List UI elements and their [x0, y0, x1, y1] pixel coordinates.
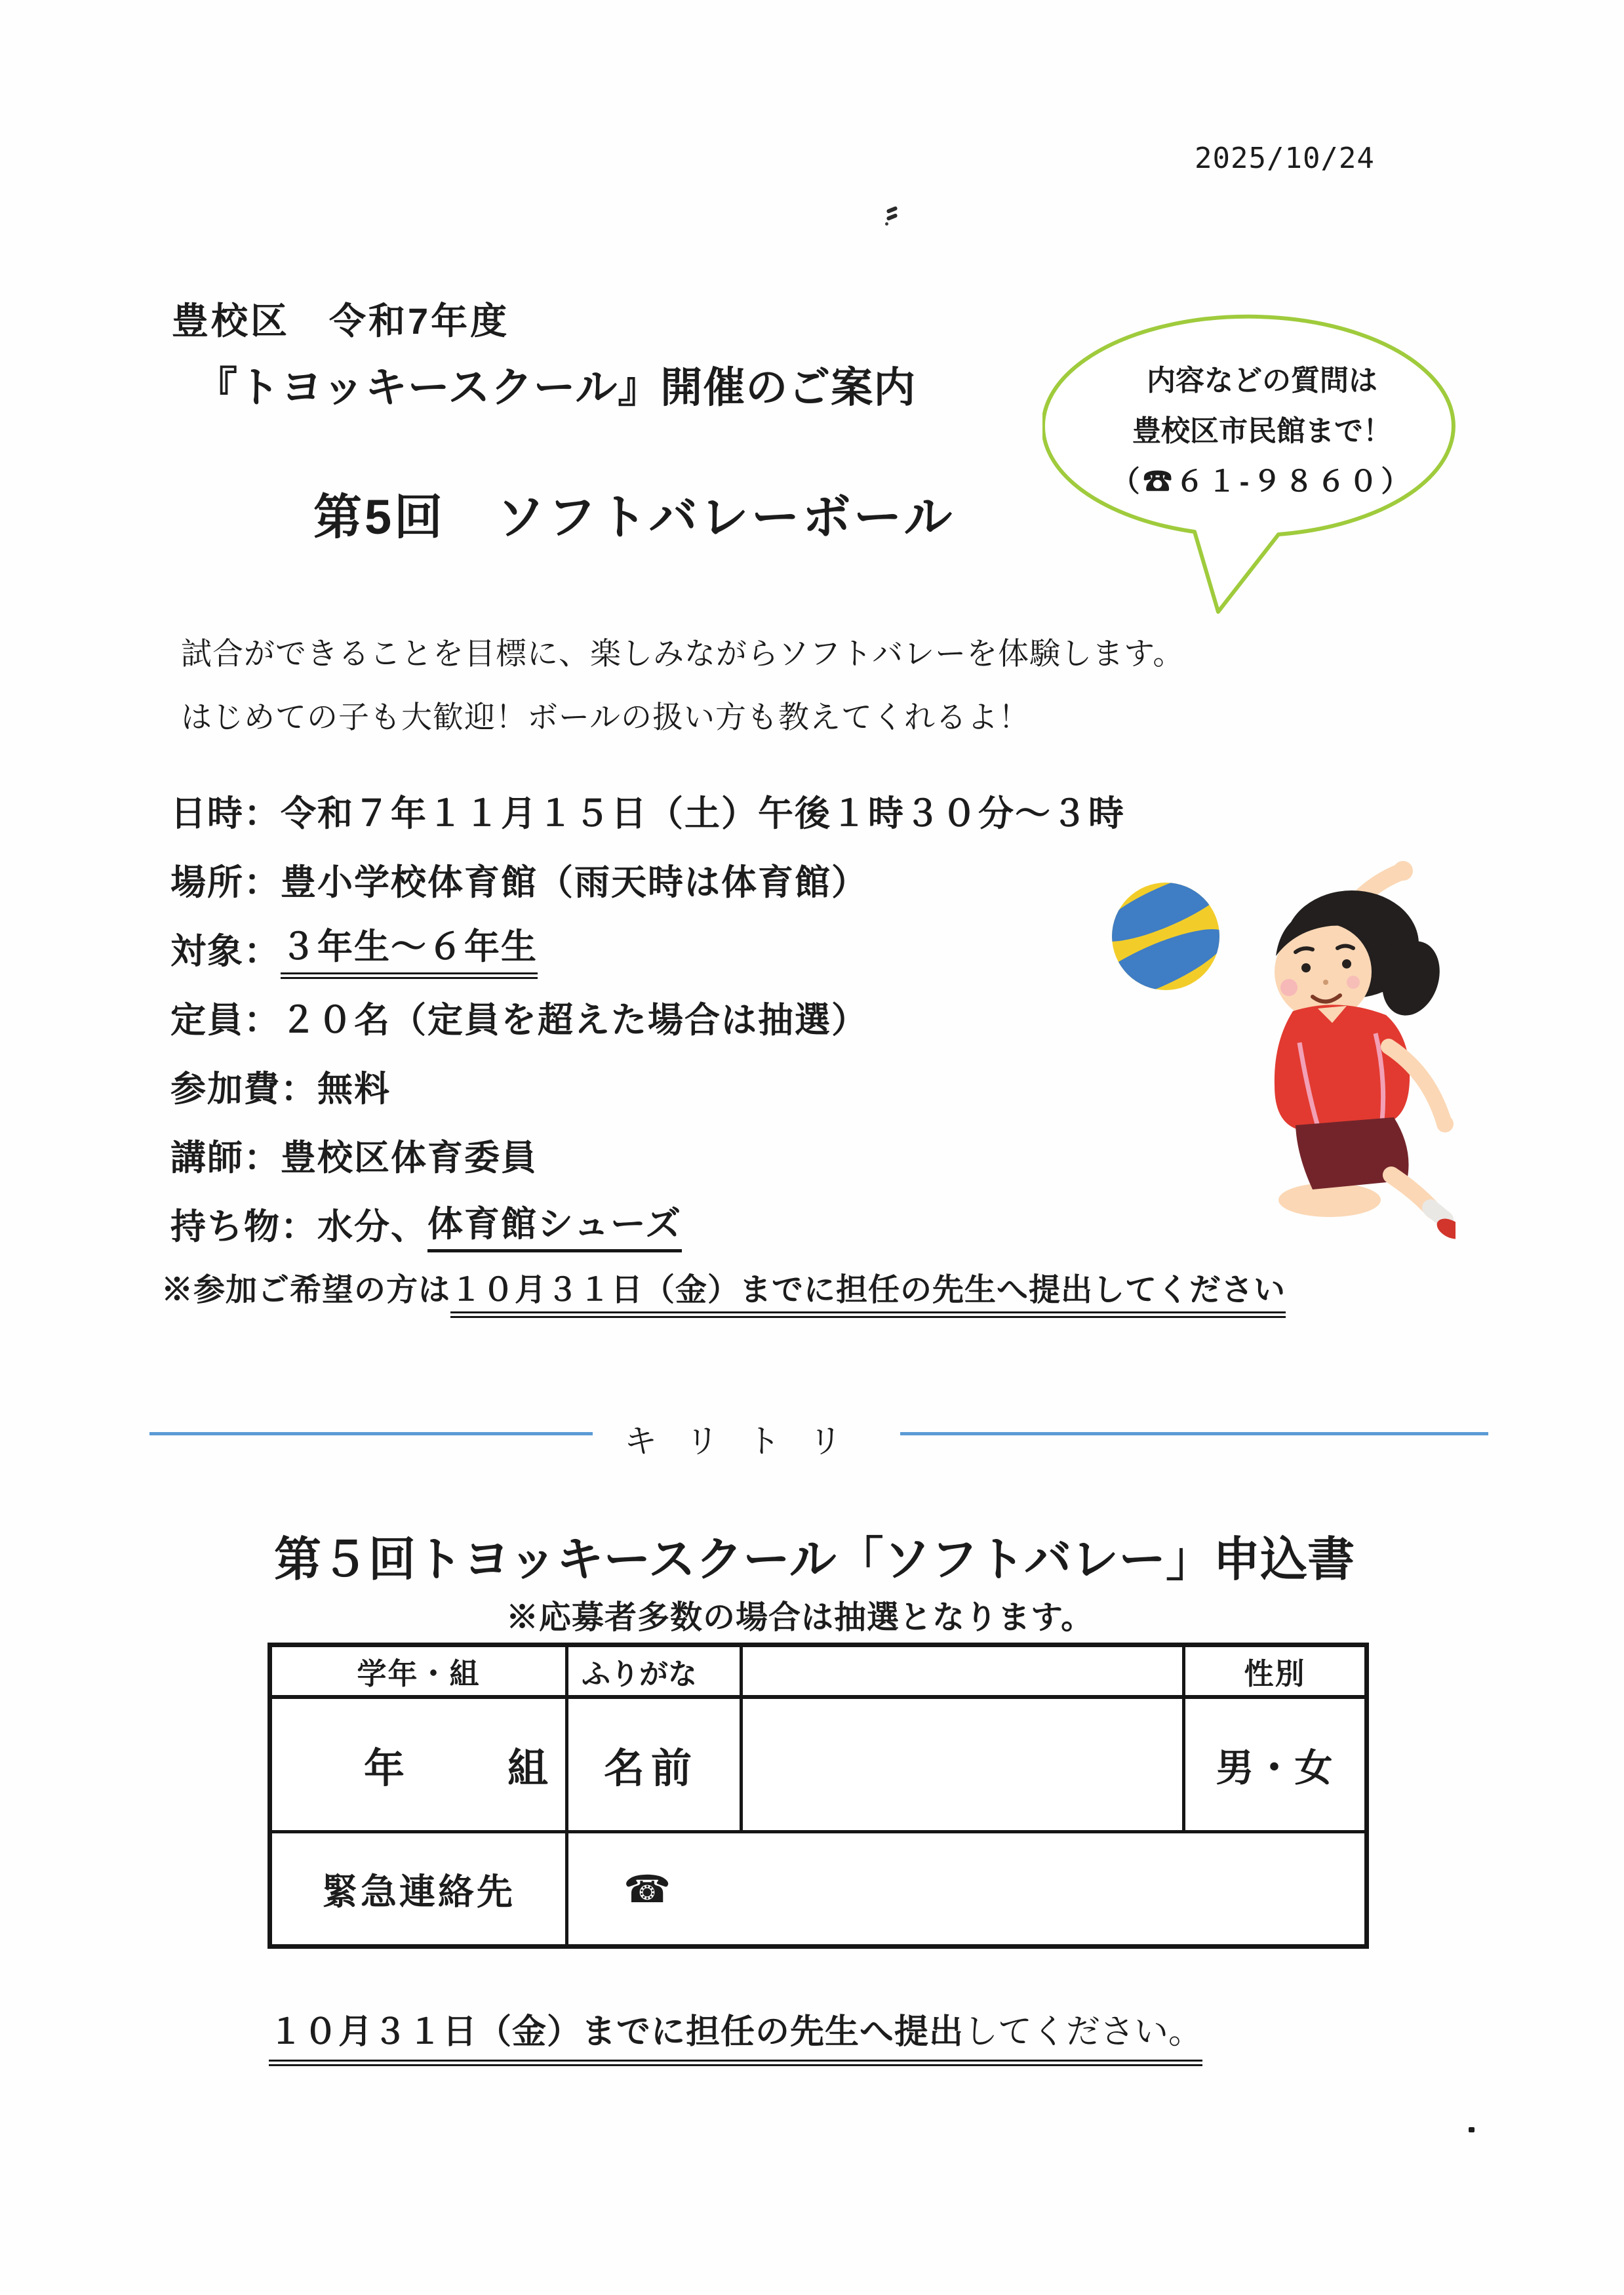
submission-note: ※参加ご希望の方は１０月３１日（金）までに担任の先生へ提出してください: [161, 1264, 1286, 1309]
extended-hand: [1436, 1115, 1454, 1132]
header-furigana: ふりがな: [568, 1647, 743, 1699]
cut-line-label: キリトリ: [624, 1423, 871, 1460]
furigana-blank-field: [743, 1647, 1185, 1699]
intro-line-1: 試合ができることを目標に、楽しみながらソフトバレーを体験します。: [181, 636, 1185, 671]
class-label: 組: [507, 1746, 548, 1791]
scan-artifact: [886, 205, 906, 231]
emergency-phone-field: [568, 1833, 1364, 1944]
phone-icon: ☎: [624, 1867, 671, 1911]
folded-leg: [1278, 1183, 1381, 1217]
detail-belongings: 持ち物：水分、 体育館シューズ: [170, 1189, 1125, 1258]
eyebrow-right: [1337, 946, 1353, 949]
detail-datetime: 日時：令和７年１１月１５日（土）午後１時３０分～３時: [170, 794, 1125, 833]
detail-instructor: 講師：豊校区体育委員: [170, 1138, 538, 1178]
application-table: [267, 1643, 1369, 1949]
bubble-phone-line: （☎６１-９８６０）: [1111, 466, 1414, 498]
volleyball-kid-illustration: [1088, 846, 1456, 1239]
event-title-heading: 第5回 ソフトバレーボール: [313, 490, 955, 544]
intro-line-2: はじめての子も大歓迎！ボールの扱い方も教えてくれるよ！: [181, 700, 1031, 734]
raised-hand: [1393, 861, 1413, 881]
gender-options-cell: 男・女: [1185, 1699, 1364, 1833]
child-figure: [1275, 861, 1456, 1239]
header-grade-class: 学年・組: [272, 1647, 568, 1699]
sock: [1431, 1208, 1445, 1220]
print-date: 2025/10/24: [1195, 142, 1375, 175]
shirt: [1275, 1005, 1410, 1129]
deadline-regular-text: してください。: [964, 2013, 1203, 2051]
nose: [1323, 980, 1328, 985]
year-label: 年: [364, 1746, 405, 1791]
deadline-bold-text: １０月３１日（金）までに担任の先生へ提出: [269, 2013, 964, 2051]
year-class-cell: [272, 1699, 568, 1833]
eye-left: [1301, 963, 1311, 972]
speech-bubble-text: [1085, 355, 1439, 507]
application-form-note: ※応募者多数の場合は抽選となります。: [506, 1600, 1094, 1635]
bubble-line-2: 豊校区市民館まで！: [1132, 415, 1392, 447]
emergency-contact-label: 緊急連絡先: [272, 1833, 568, 1944]
eye-right: [1342, 959, 1351, 968]
cut-line-right: [900, 1432, 1488, 1435]
detail-fee: 参加費：無料: [170, 1069, 391, 1109]
detail-place: 場所：豊小学校体育館（雨天時は体育館）: [170, 863, 868, 902]
name-blank-field: [743, 1699, 1185, 1833]
bubble-line-1: 内容などの質問は: [1147, 365, 1377, 397]
application-form-title: 第５回トヨッキースクール「ソフトバレー」申込書: [274, 1534, 1355, 1586]
event-details-list: [170, 776, 1125, 1258]
blush-right: [1347, 976, 1360, 989]
intro-paragraph: [181, 622, 1184, 749]
submission-deadline-footer: [269, 2004, 1202, 2066]
detail-target: 対象： ３年生～６年生: [170, 914, 1125, 983]
header-gender: 性別: [1185, 1647, 1364, 1699]
detail-capacity: 定員：２０名（定員を超えた場合は抽選）: [170, 1001, 868, 1040]
blush-left: [1280, 979, 1297, 996]
district-year-heading: 豊校区 令和7年度: [172, 300, 510, 342]
volleyball: [1088, 858, 1242, 1018]
cut-line-left: [149, 1432, 593, 1435]
scan-speck: [1469, 2127, 1475, 2132]
school-announcement-heading: 『トヨッキースクール』開催のご案内: [195, 364, 917, 411]
name-label-cell: 名前: [568, 1699, 743, 1833]
